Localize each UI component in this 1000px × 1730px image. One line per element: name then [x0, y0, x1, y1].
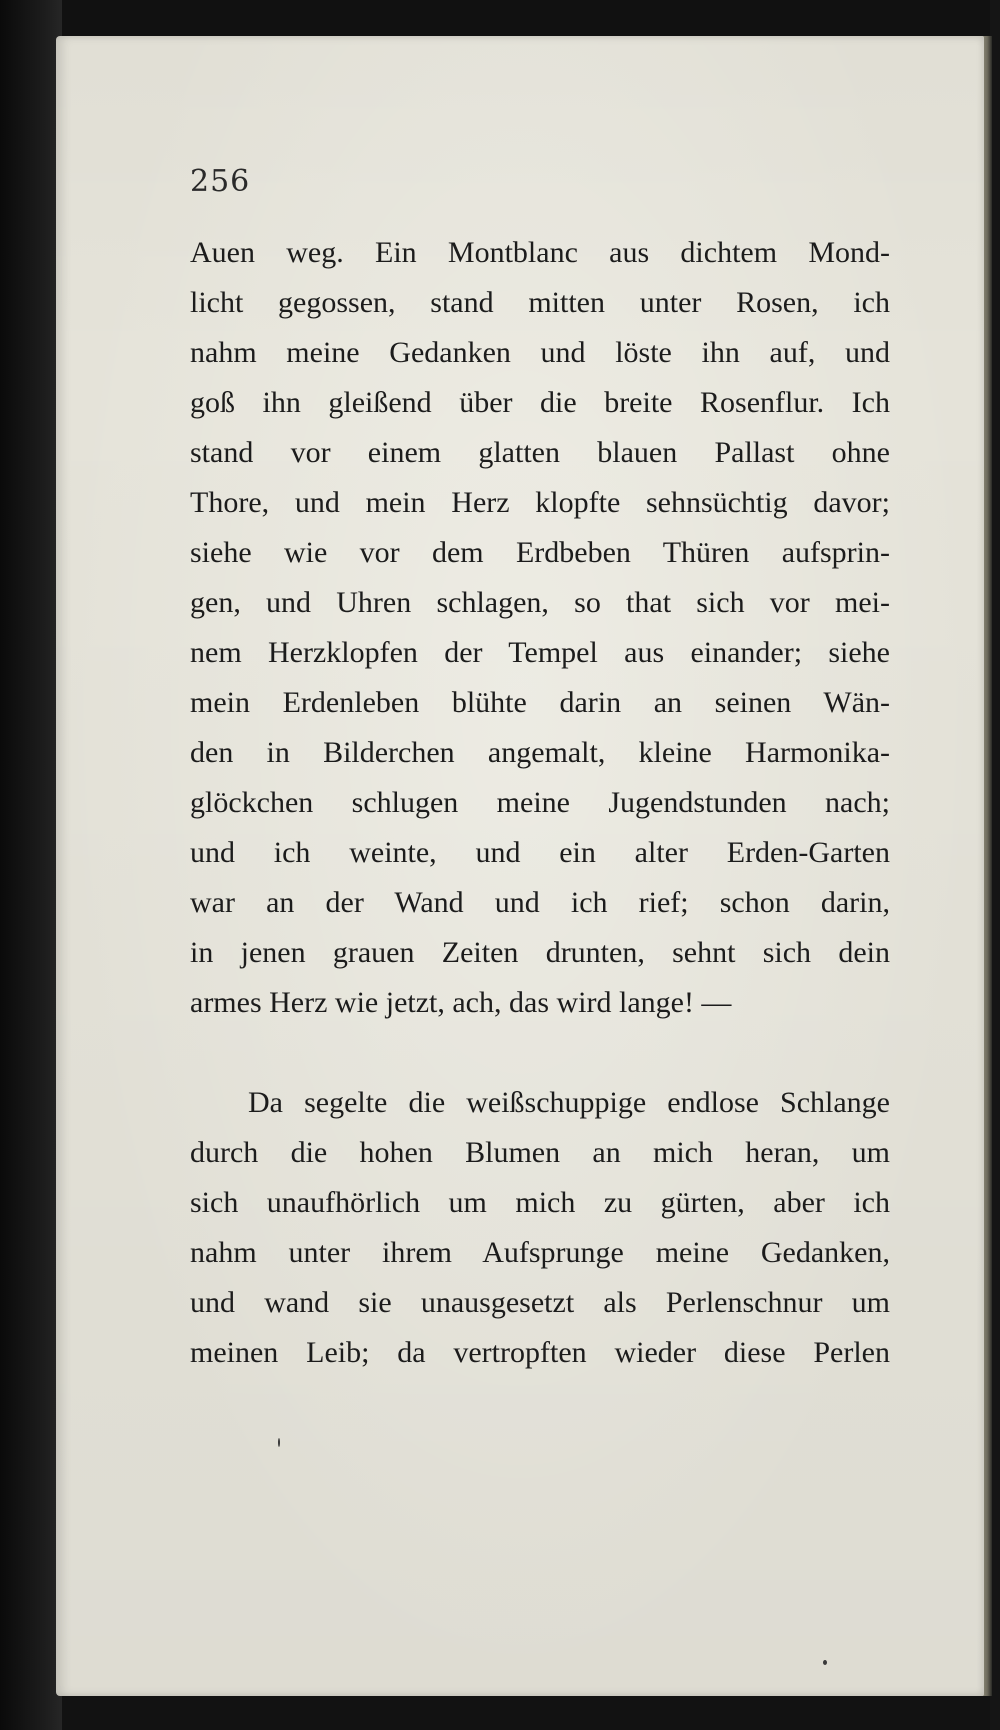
text-line: glöckchen schlugen meine Jugendstunden nach;: [190, 786, 890, 819]
text-line: nahm unter ihrem Aufsprunge meine Gedanken,: [190, 1236, 890, 1269]
text-line: den in Bilderchen angemalt, kleine Harmonika-: [190, 736, 890, 769]
text-line: goß ihn gleißend über die breite Rosenflur. Ich: [190, 386, 890, 419]
text-line: armes Herz wie jetzt, ach, das wird lange! —: [190, 986, 732, 1019]
paragraph-1: [190, 228, 890, 1028]
text-line: mein Erdenleben blühte darin an seinen Wän-: [190, 686, 890, 719]
text-line: sich unaufhörlich um mich zu gürten, aber ich: [190, 1186, 890, 1219]
text-line: und wand sie unausgesetzt als Perlenschnur um: [190, 1286, 890, 1319]
scan-background-top: [0, 0, 1000, 36]
text-line: durch die hohen Blumen an mich heran, um: [190, 1136, 890, 1169]
paragraph-2: [190, 1078, 890, 1378]
text-line: in jenen grauen Zeiten drunten, sehnt sich dein: [190, 936, 890, 969]
text-line: Thore, und mein Herz klopfte sehnsüchtig davor;: [190, 486, 890, 519]
paper-speck: [278, 1438, 280, 1447]
body-text: [190, 228, 890, 1378]
page-number: 256: [190, 164, 251, 199]
text-line: Auen weg. Ein Montblanc aus dichtem Mond-: [190, 236, 890, 269]
text-line: licht gegossen, stand mitten unter Rosen, ich: [190, 286, 890, 319]
text-line: und ich weinte, und ein alter Erden-Garten: [190, 836, 890, 869]
text-line: meinen Leib; da vertropften wieder diese Perlen: [190, 1336, 890, 1369]
text-line: siehe wie vor dem Erdbeben Thüren aufsprin-: [190, 536, 890, 569]
text-line: nahm meine Gedanken und löste ihn auf, und: [190, 336, 890, 369]
scan-background-left: [0, 0, 62, 1730]
text-line: war an der Wand und ich rief; schon darin,: [190, 886, 890, 919]
text-line: stand vor einem glatten blauen Pallast ohne: [190, 436, 890, 469]
text-line: gen, und Uhren schlagen, so that sich vor mei-: [190, 586, 890, 619]
text-line: Da segelte die weißschuppige endlose Schlange: [248, 1086, 890, 1119]
text-line: nem Herzklopfen der Tempel aus einander; siehe: [190, 636, 890, 669]
paper-speck: [823, 1660, 827, 1665]
